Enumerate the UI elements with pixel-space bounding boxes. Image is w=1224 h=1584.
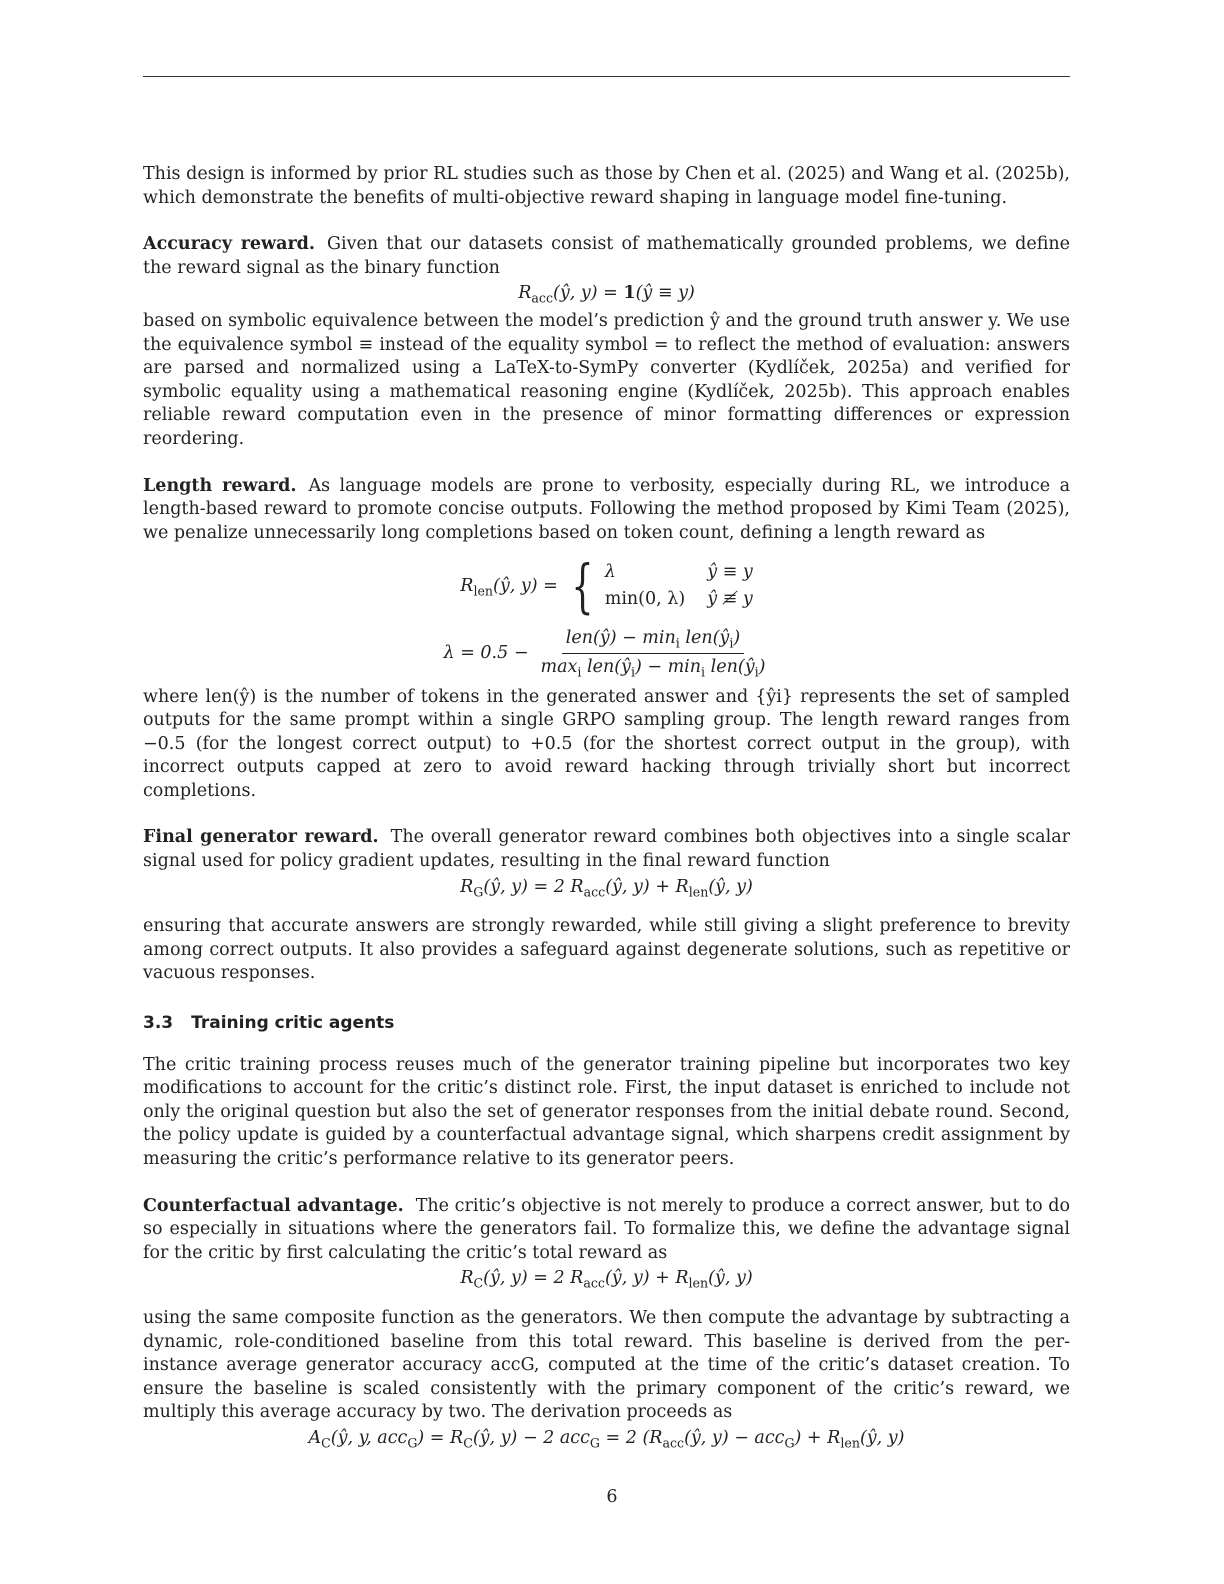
accuracy-equation: $R_{acc}(ŷ$, y) = 1(ŷ ≡ y): [518, 283, 695, 306]
length-eq-lhs: $R_{len}(ŷ$, y) =: [460, 575, 558, 599]
case2-value: min(0, λ): [604, 589, 686, 610]
final-equation: $R_G(ŷ$, y) = 2 $R_{acc}(ŷ$, $y) + R_{len}(ŷ$, y): [460, 876, 753, 900]
lambda-denominator: $\max_i$ $len(ŷ_i) - \min_i$ $len(ŷ_i)$: [540, 656, 766, 680]
case1-condition: ŷ ≡ y: [707, 561, 753, 582]
lambda-fraction: [536, 627, 769, 679]
page-number: 6: [606, 1487, 618, 1507]
lambda-numerator: len(ŷ) − $\min_i$ $len(ŷ_i)$: [562, 627, 744, 654]
length-paragraph-continued: where len(ŷ) is the number of tokens in the generated answer and {ŷi} represents the set of sampled outputs for the same prompt within a single GRPO sampling group. The length reward ranges from −0.5 (for the longest correct output) to +0.5 (for the shortest correct output in the group), with incorrect outputs capped at zero to avoid reward hacking through trivially short but incorrect completions.: [143, 686, 1070, 801]
advantage-equation: $A_C(ŷ$, y, $acc_G) = R_C(ŷ$, y) − 2 acc$_G$ = 2 ($R_{acc}(ŷ$, $y) - acc_G) + R_{len}(ŷ$, y): [308, 1427, 905, 1451]
intro-paragraph: This design is informed by prior RL studies such as those by Chen et al. (2025) and Wang et al. (2025b), which demonstrate the benefits of multi-objective reward shaping in language model fine-tuning.: [143, 164, 1070, 208]
header-rule: [143, 76, 1070, 77]
counterfactual-heading: Counterfactual advantage.: [143, 1195, 404, 1216]
critic-reward-equation: $R_C(ŷ$, y) = 2 $R_{acc}(ŷ$, $y) + R_{len}(ŷ$, y): [460, 1268, 753, 1291]
length-heading: Length reward.: [143, 475, 297, 496]
lambda-equation: [143, 627, 1070, 679]
section-number: 3.3: [143, 1013, 174, 1034]
accuracy-text: Given that our datasets consist of mathematically grounded problems, we define the reward signal as the binary function: [143, 234, 1070, 278]
counterfactual-paragraph-continued: using the same composite function as the generators. We then compute the advantage by subtracting a dynamic, role-conditioned baseline from this total reward. This baseline is derived from the per-instance average generator accuracy accG, computed at the time of the critic’s dataset creation. To ensure the baseline is scaled consistently with the primary component of the critic’s reward, we multiply this average accuracy by two. The derivation proceeds as: [143, 1307, 1070, 1423]
counterfactual-paragraph: [143, 1195, 1070, 1266]
counterfactual-text: The critic’s objective is not merely to produce a correct answer, but to do so especially in situations where the generators fail. To formalize this, we define the advantage signal for the critic by first calculating the critic’s total reward as: [143, 1195, 1071, 1263]
final-text: The overall generator reward combines both objectives into a single scalar signal used for policy gradient updates, resulting in the final reward function: [143, 827, 1070, 872]
case1-value: λ: [604, 561, 616, 582]
length-cases-equation: [143, 552, 1070, 621]
section-title: Training critic agents: [191, 1013, 395, 1034]
section-paragraph: The critic training process reuses much of the generator training pipeline but incorporates two key modifications to account for the critic’s distinct role. First, the input dataset is enriched to include not only the original question but also the set of generator responses from the initial debate round. Second, the policy update is guided by a counterfactual advantage signal, which sharpens credit assignment by measuring the critic’s performance relative to its generator peers.: [143, 1054, 1070, 1169]
length-text: As language models are prone to verbosity, especially during RL, we introduce a length-based reward to promote concise outputs. Following the method proposed by Kimi Team (2025), we penalize unnecessarily long completions based on token count, defining a length reward as: [143, 475, 1070, 543]
final-heading: Final generator reward.: [143, 827, 379, 848]
case2-condition: ŷ ≢ y: [707, 589, 753, 610]
final-paragraph-continued: ensuring that accurate answers are strongly rewarded, while still giving a slight preference to brevity among correct outputs. It also provides a safeguard against degenerate solutions, such as repetitive or vacuous responses.: [143, 916, 1070, 984]
body-text: [143, 163, 1070, 1455]
accuracy-heading: Accuracy reward.: [143, 234, 315, 255]
accuracy-paragraph-continued: based on symbolic equivalence between the model’s prediction ŷ and the ground truth answer y. We use the equivalence symbol ≡ instead of the equality symbol = to reflect the method of evaluation: answers are parsed and normalized using a LaTeX-to-SymPy converter (Kydlíček, 2025a) and verified for symbolic equality using a mathematical reasoning engine (Kydlíček, 2025b). This approach enables reliable reward computation even in the presence of minor formatting differences or expression reordering.: [143, 310, 1070, 449]
cases-brace: {: [571, 552, 594, 621]
lambda-lhs: λ = 0.5 −: [443, 642, 529, 663]
section-heading: [143, 1012, 1070, 1036]
length-paragraph: [143, 475, 1070, 546]
accuracy-paragraph: [143, 233, 1070, 280]
cases-grid: [605, 561, 753, 612]
final-paragraph: [143, 826, 1070, 873]
